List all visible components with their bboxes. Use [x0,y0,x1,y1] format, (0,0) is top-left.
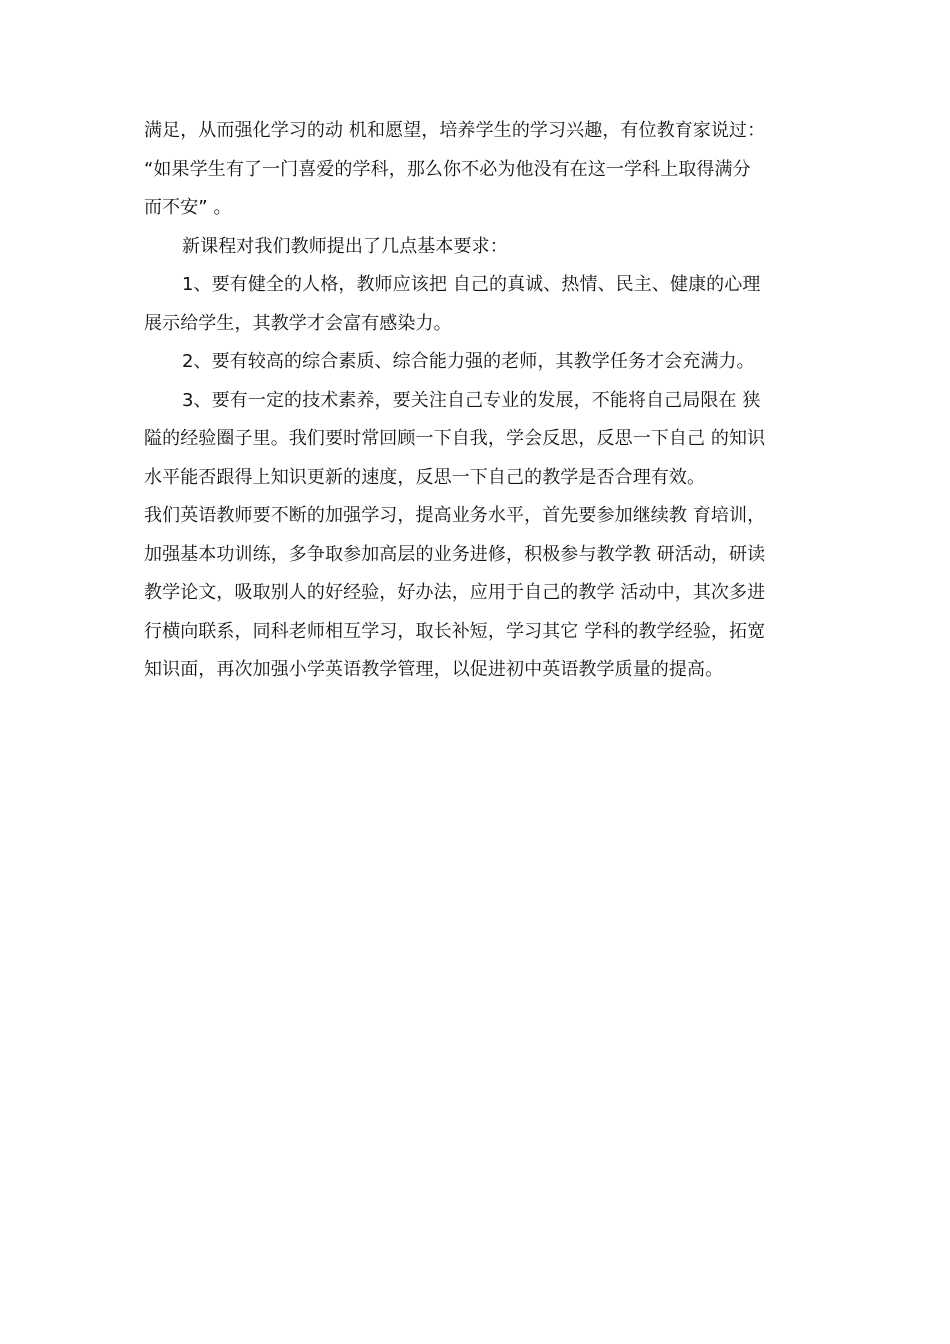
document-body [144,112,809,690]
text-line: 满足，从而强化学习的动 机和愿望，培养学生的学习兴趣，有位教育家说过： [144,120,766,141]
text-line: 知识面，再次加强小学英语教学管理，以促进初中英语教学质量的提高。 [144,659,724,680]
text-line: 教学论文，吸取别人的好经验，好办法，应用于自己的教学 活动中，其次多进 [144,582,766,603]
text-line: 行横向联系，同科老师相互学习，取长补短，学习其它 学科的教学经验，拓宽 [144,620,766,642]
text-line: 我们英语教师要不断的加强学习，提高业务水平，首先要参加继续教 育培训， [144,505,766,526]
list-item-1: 1、要有健全的人格，教师应该把 自己的真诚、热情、民主、健康的心理 [182,274,761,295]
text-line: 而不安” 。 [144,197,232,218]
list-item-3: 3、要有一定的技术素养，要关注自己专业的发展，不能将自己局限在 狭 [182,389,761,411]
text-line: 新课程对我们教师提出了几点基本要求： [182,235,508,257]
list-item-2: 2、要有较高的综合素质、综合能力强的老师，其教学任务才会充满力。 [182,351,755,372]
text-line: 水平能否跟得上知识更新的速度，反思一下自己的教学是否合理有效。 [144,466,706,488]
text-line: 展示给学生，其教学才会富有感染力。 [144,312,452,334]
text-line: 加强基本功训练，多争取参加高层的业务进修，积极参与教学教 研活动，研读 [144,543,766,565]
text-line: “如果学生有了一门喜爱的学科，那么你不必为他没有在这一学科上取得满分 [144,158,751,180]
text-line: 隘的经验圈子里。我们要时常回顾一下自我，学会反思，反思一下自己 的知识 [144,428,766,449]
